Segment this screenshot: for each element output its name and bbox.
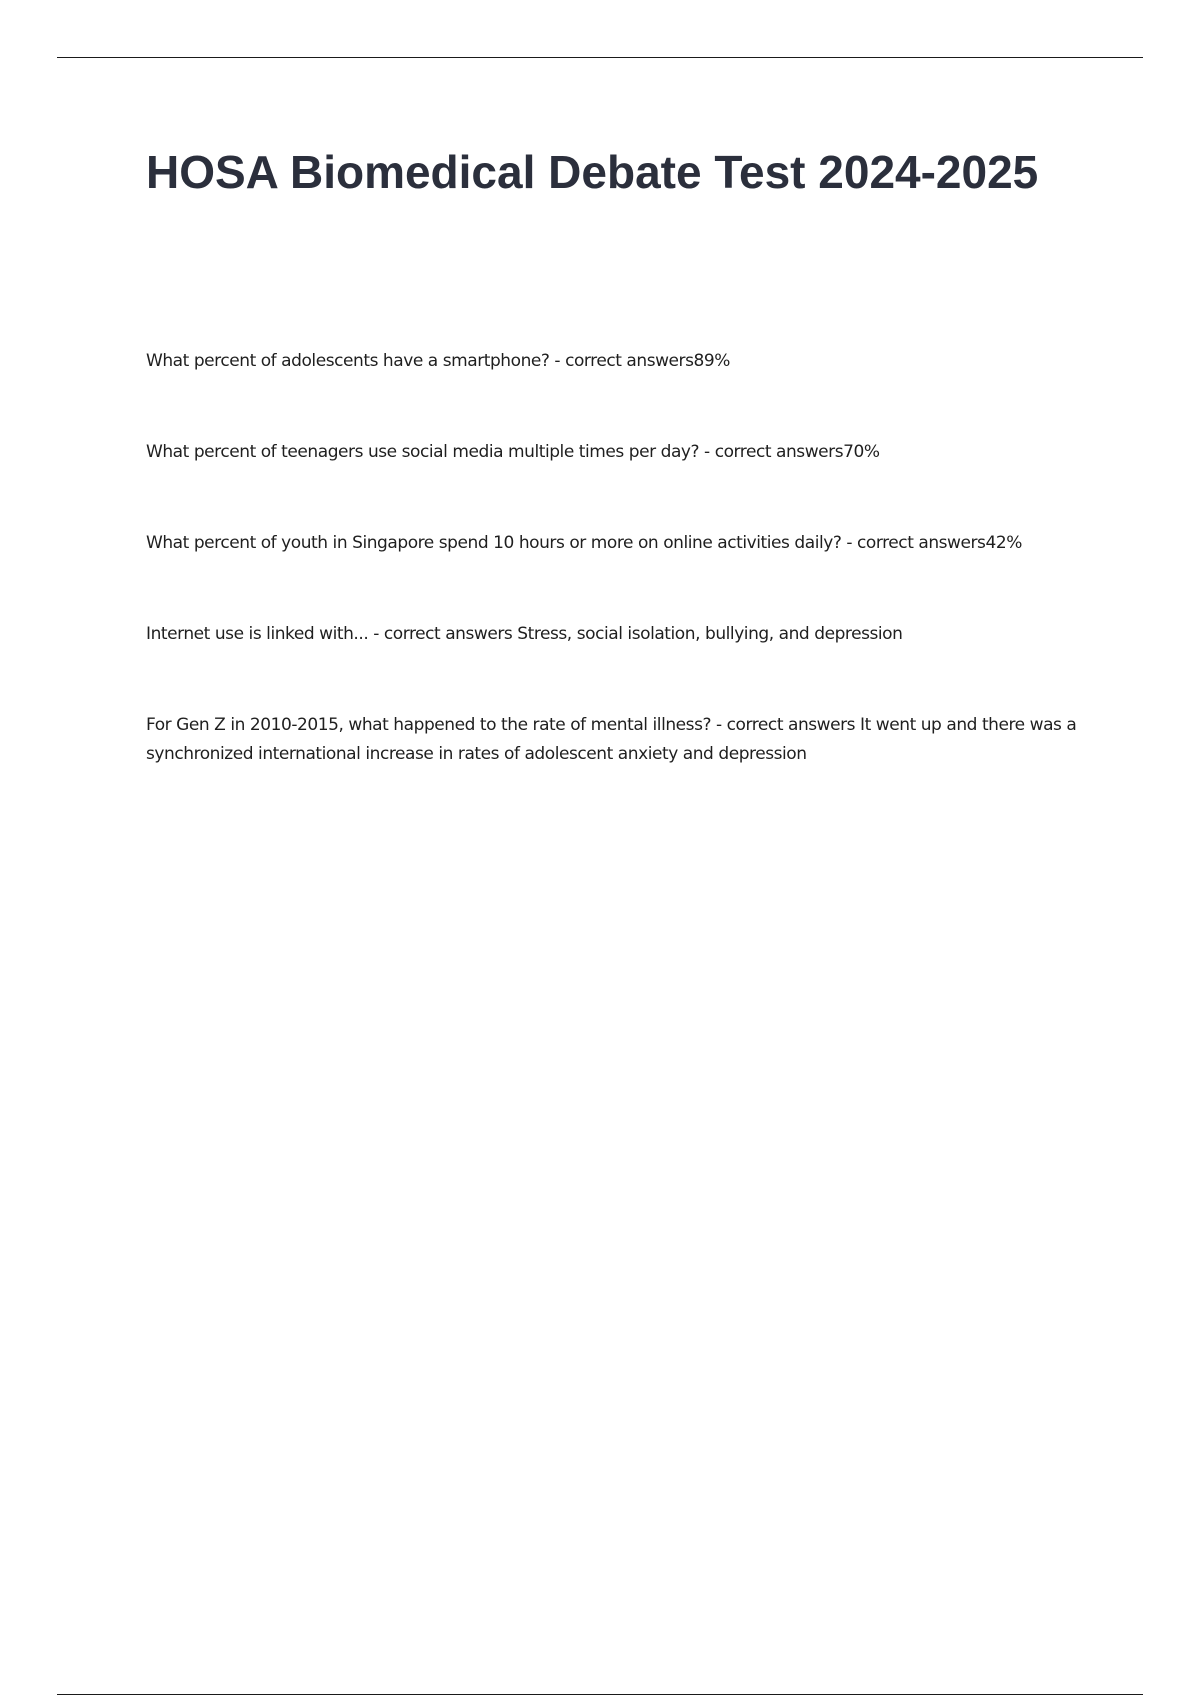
top-divider	[57, 57, 1143, 58]
page-title: HOSA Biomedical Debate Test 2024-2025	[146, 146, 1039, 198]
qa-item: What percent of youth in Singapore spend 10 hours or more on online activities daily? - correct answers42%	[146, 533, 1022, 553]
qa-item: For Gen Z in 2010-2015, what happened to the rate of mental illness? - correct answers It went up and there was a synchronized international increase in rates of adolescent anxiety and depression	[146, 715, 1077, 764]
bottom-divider	[57, 1694, 1143, 1695]
question-answer-list	[146, 347, 1086, 769]
qa-item: What percent of teenagers use social media multiple times per day? - correct answers70%	[146, 442, 880, 462]
qa-item: Internet use is linked with... - correct answers Stress, social isolation, bullying, and depression	[146, 624, 903, 644]
qa-item: What percent of adolescents have a smartphone? - correct answers89%	[146, 351, 730, 371]
